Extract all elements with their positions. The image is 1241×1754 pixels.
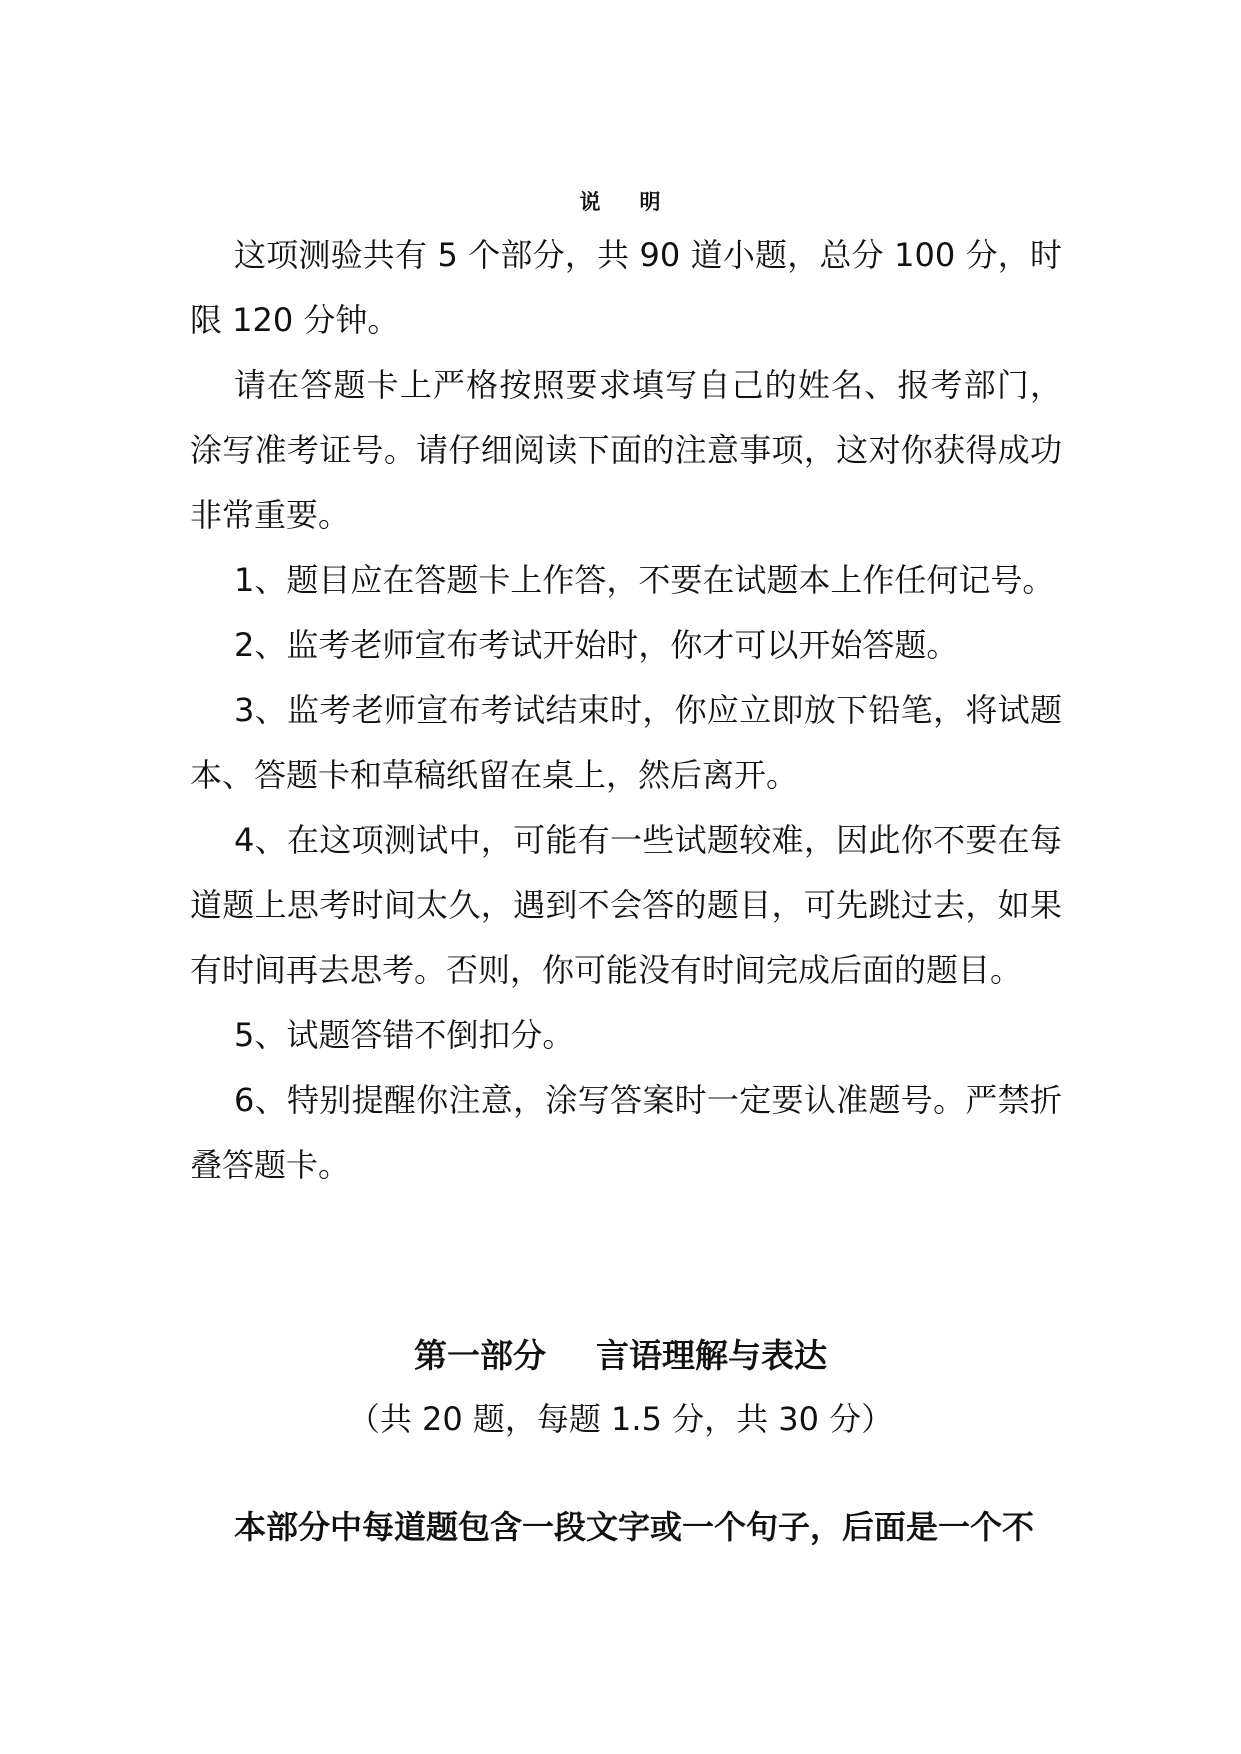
section-intro: 本部分中每道题包含一段文字或一个句子，后面是一个不 bbox=[234, 1508, 1035, 1546]
section-title bbox=[0, 1330, 1241, 1377]
rule-item-6: 6、特别提醒你注意，涂写答案时一定要认准题号。严禁折叠答题卡。 bbox=[190, 1081, 1062, 1184]
heading-char-2: 明 bbox=[639, 190, 662, 214]
instructions-heading bbox=[0, 186, 1241, 216]
section-name: 言语理解与表达 bbox=[596, 1336, 827, 1375]
instructions-body bbox=[190, 223, 1062, 1198]
section-part-label: 第一部分 bbox=[414, 1336, 546, 1375]
rule-item-1: 1、题目应在答题卡上作答，不要在试题本上作任何记号。 bbox=[234, 561, 1055, 599]
rule-item-4: 4、在这项测试中，可能有一些试题较难，因此你不要在每道题上思考时间太久，遇到不会答的题目，可先跳过去，如果有时间再去思考。否则，你可能没有时间完成后面的题目。 bbox=[190, 821, 1062, 989]
paragraph-overview: 这项测验共有 5 个部分，共 90 道小题，总分 100 分，时限 120 分钟。 bbox=[190, 236, 1062, 339]
heading-char-1: 说 bbox=[579, 190, 602, 214]
paragraph-answer-card: 请在答题卡上严格按照要求填写自己的姓名、报考部门，涂写准考证号。请仔细阅读下面的注意事项，这对你获得成功非常重要。 bbox=[190, 366, 1062, 534]
rule-item-3: 3、监考老师宣布考试结束时，你应立即放下铅笔，将试题本、答题卡和草稿纸留在桌上，然后离开。 bbox=[190, 691, 1062, 794]
rule-item-5: 5、试题答错不倒扣分。 bbox=[234, 1016, 575, 1054]
rule-item-2: 2、监考老师宣布考试开始时，你才可以开始答题。 bbox=[234, 626, 959, 664]
section-subtitle: （共 20 题，每题 1.5 分，共 30 分） bbox=[347, 1400, 894, 1438]
